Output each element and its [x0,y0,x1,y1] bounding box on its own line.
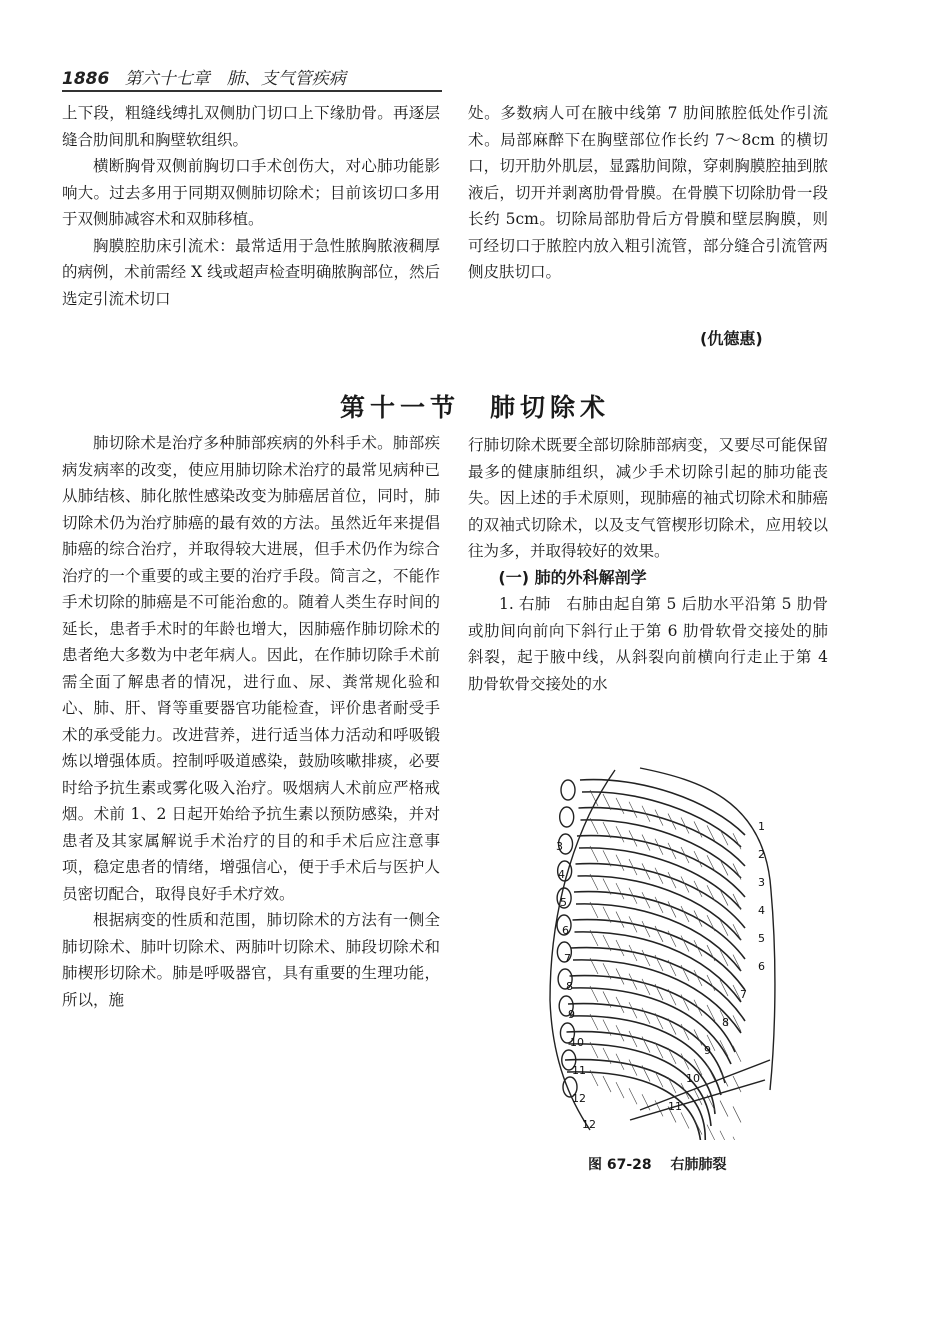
rib-number: 7 [740,988,747,1001]
rib-number: 6 [562,924,569,937]
paragraph: 上下段，粗缝线缚扎双侧肋门切口上下缘肋骨。再逐层缝合肋间肌和胸壁软组织。 [62,104,440,149]
rib-number: 9 [704,1044,711,1057]
rib-number: 10 [686,1072,700,1085]
rib-number: 1 [758,820,765,833]
rib-hatching [733,1046,741,1062]
rib-hatching [616,997,624,1013]
thorax-outline [640,768,775,1090]
rib [579,808,746,866]
rib-number: 6 [758,960,765,973]
rib-number: 10 [570,1036,584,1049]
rib-hatching [629,1031,637,1047]
subsection-heading: (一) 肺的外科解剖学 [498,567,647,587]
rib-hatching [668,989,676,1005]
paragraph: 处。多数病人可在腋中线第 7 肋间脓腔低处作引流术。局部麻醉下在胸壁部位作长约 7～8cm 的横切口，切开肋外肌层，显露肋间隙，穿刺胸膜腔抽到脓液后，切开并剥离肋骨骨膜。在骨膜下切除肋骨一段长约 5cm。切除局部肋骨后方骨膜和壁层胸膜，则可经切口于脓腔内放入粗引流管，部分缝合引流管两侧皮肤切口。 [468,104,828,281]
rib-number: 5 [758,932,765,945]
rib-hatching [616,1082,624,1098]
rib-hatching [733,1106,741,1122]
rib-hatching [655,897,663,913]
rib-hatching [668,901,676,917]
rib-hatching [616,855,624,871]
rib-hatching [642,892,650,908]
rib-hatching [694,1119,702,1135]
rib-hatching [668,960,676,976]
rib-number: 11 [668,1100,682,1113]
rib-hatching [668,1077,676,1093]
figure-label: 图 67-28 [588,1157,652,1173]
vertebra [560,807,574,827]
rib-hatching [681,936,689,952]
rib-hatching [733,1137,741,1140]
rib-hatching [616,940,624,956]
top-left-column [62,100,440,312]
paragraph: 行肺切除术既要全部切除肺部病变，又要尽可能保留最多的健康肺组织，减少手术切除引起的肺功能丧失。因上述的手术原则，现肺癌的袖式切除术和肺癌的双袖式切除术，以及支气管楔形切除术，应用较以往为多，并取得较好的效果。 [468,436,828,560]
rib-cage-illustration [520,760,820,1140]
rib-hatching [655,868,663,884]
main-right-column [468,432,828,697]
rib-number: 11 [572,1064,586,1077]
rib-hatching [629,1060,637,1076]
rib-hatching [629,974,637,990]
rib-hatching [616,883,624,899]
rib-hatching [642,950,650,966]
chapter-title: 第六十七章 肺、支气管疾病 [124,69,346,89]
rib-hatching [707,915,715,931]
running-header [62,64,882,89]
figure-caption [588,1154,727,1174]
rib-hatching [642,921,650,937]
rib-number: 8 [722,1016,729,1029]
top-right-column [468,100,828,286]
section-title: 第十一节 肺切除术 [339,393,610,422]
rib-number: 4 [758,904,765,917]
rib-hatching [616,912,624,928]
rib-hatching [681,995,689,1011]
paragraph: 根据病变的性质和范围，肺切除术的方法有一侧全肺切除术、肺叶切除术、两肺叶切除术、肺段切除术和肺楔形切除术。肺是呼吸器官，具有重要的生理功能，所以，施 [62,911,440,1009]
rib-number: 7 [564,952,571,965]
rib [573,920,746,990]
rib-hatching [642,1008,650,1024]
rib-number: 4 [558,868,565,881]
rib-hatching [720,1101,728,1117]
rib-hatching [655,955,663,971]
rib-hatching [681,1024,689,1040]
rib-number: 12 [572,1092,586,1105]
rib-hatching [707,885,715,901]
rib-number: 9 [568,1008,575,1021]
page-number: 1886 [62,69,110,89]
costal-margin [630,1080,765,1120]
rib [575,932,742,1002]
main-left-column [62,430,440,1013]
rib-hatching [603,1076,611,1092]
rib-number: 5 [560,896,567,909]
rib-hatching [629,1088,637,1104]
rib-hatching [694,911,702,927]
vertebra [561,780,575,800]
rib-number: 2 [758,848,765,861]
rib-hatching [655,926,663,942]
header-rule [62,90,442,92]
paragraph: 横断胸骨双侧前胸切口手术创伤大，对心肺功能影响大。过去多用于同期双侧肺切除术；目前该切口多用于双侧肺减容术和双肺移植。 [62,157,440,228]
rib-hatching [694,1000,702,1016]
figure-title: 右肺肺裂 [670,1157,727,1173]
rib-number: 3 [556,840,563,853]
author-signature: (仇德惠) [700,329,763,348]
rib-hatching [681,965,689,981]
rib-hatching [616,826,624,842]
rib-hatching [616,798,624,814]
rib-hatching [642,1037,650,1053]
rib-number: 3 [758,876,765,889]
rib-hatching [681,1113,689,1129]
rib-hatching [616,968,624,984]
rib-hatching [655,984,663,1000]
rib-cage-figure [520,760,820,1140]
rib-hatching [668,931,676,947]
paragraph: 肺切除术是治疗多种肺部疾病的外科手术。肺部疾病发病率的改变，使应用肺切除术治疗的最常见病种已从肺结核、肺化脓性感染改变为肺癌居首位，同时，肺切除术仍为治疗肺癌的最有效的方法。虽然近年来提倡肺癌的综合治疗，并取得较大进展，但手术仍作为综合治疗的一个重要的或主要的治疗手段。简言之，不能作手术切除的肺癌是不可能治愈的。随着人类生存时间的延长，患者手术时的年龄也增大，因肺癌作肺切除术的患者绝大多数为中老年病人。因此，在作肺切除手术前需全面了解患者的情况，进行血、尿、粪常规化验和心、肺、肝、肾等重要器官功能检查，评价患者耐受手术的承受能力。改进营养，进行适当体力活动和呼吸锻炼以增强体质。控制呼吸道感染，鼓励咳嗽排痰，必要时给予抗生素或雾化吸入治疗。吸烟病人术前应严格戒烟。术前 1、2 日起开始给予抗生素以预防感染，并对患者及其家属解说手术治疗的目的和手术后应注意事项，稳定患者的情绪，增强信心，便于手术后与医护人员密切配合，取得良好手术疗效。 [62,434,440,903]
rib-hatching [642,979,650,995]
rib-hatching [681,847,689,863]
paragraph: 胸膜腔肋床引流术：最常适用于急性脓胸脓液稠厚的病例，术前需经 X 线或超声检查明确脓胸部位，然后选定引流术切口 [62,236,440,308]
rib-hatching [707,1125,715,1140]
rib-number: 12 [582,1118,596,1131]
rib-hatching [694,821,702,837]
rib-hatching [694,940,702,956]
rib-hatching [629,1002,637,1018]
rib-hatching [629,802,637,818]
rib-hatching [707,1065,715,1081]
rib-hatching [720,829,728,845]
rib [571,948,745,1021]
paragraph: 1. 右肺 右肺由起自第 5 后肋水平沿第 5 肋骨或肋间向前向下斜行止于第 6 肋骨软骨交接处的肺斜裂，起于腋中线，从斜裂向前横向行走止于第 4 肋骨软骨交接处的水 [468,595,828,693]
rib-number: 8 [566,980,573,993]
rib-hatching [720,1131,728,1140]
